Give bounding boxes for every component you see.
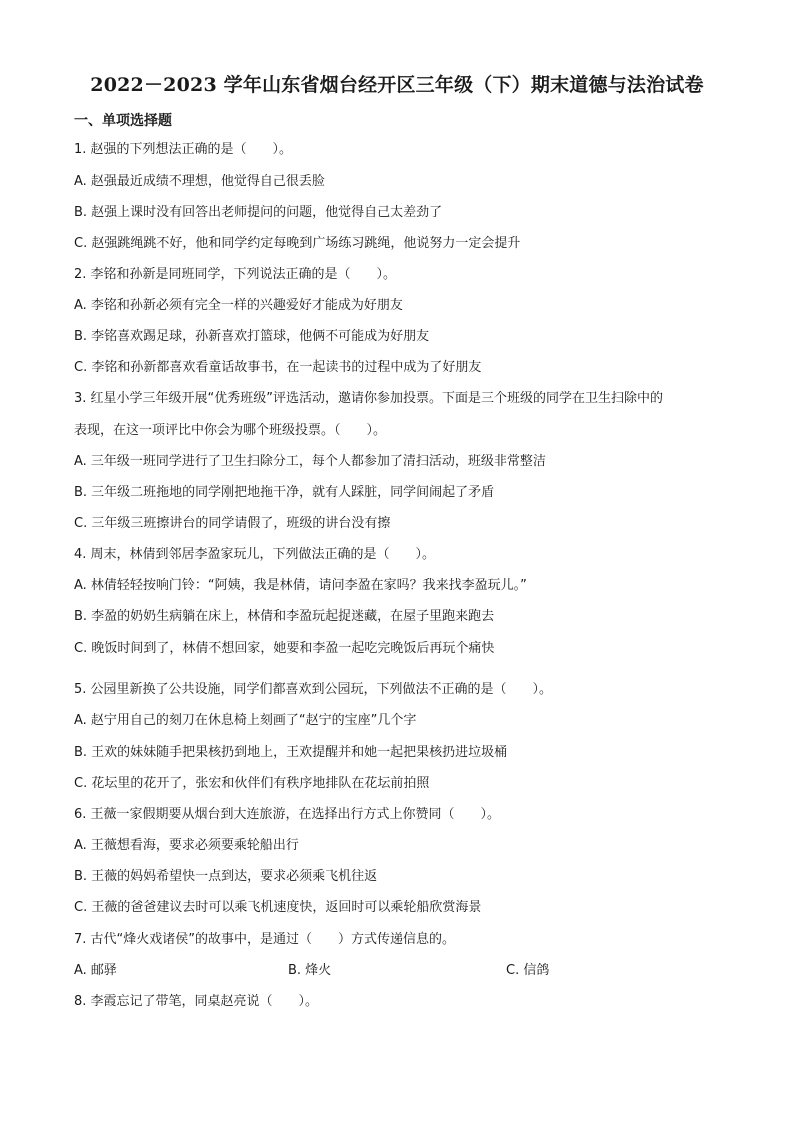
question-2-option-b: B. 李铭喜欢踢足球，孙新喜欢打篮球，他俩不可能成为好朋友	[74, 329, 430, 344]
question-3-stem-line-2: 表现，在这一项评比中你会为哪个班级投票。（ ）。	[74, 423, 387, 438]
question-3-option-c: C. 三年级三班擦讲台的同学请假了，班级的讲台没有擦	[74, 516, 391, 531]
question-6-option-c: C. 王薇的爸爸建议去时可以乘飞机速度快，返回时可以乘轮船欣赏海景	[74, 900, 482, 915]
question-6-option-a: A. 王薇想看海，要求必须要乘轮船出行	[74, 838, 299, 853]
question-6-stem: 6. 王薇一家假期要从烟台到大连旅游，在选择出行方式上你赞同（ ）。	[74, 807, 501, 822]
question-5-option-a: A. 赵宁用自己的刻刀在休息椅上刻画了“赵宁的宝座”几个字	[74, 713, 417, 728]
question-2-stem: 2. 李铭和孙新是同班同学，下列说法正确的是（ ）。	[74, 267, 397, 282]
question-3-option-b: B. 三年级二班拖地的同学刚把地拖干净，就有人踩脏，同学间闹起了矛盾	[74, 485, 495, 500]
question-2-option-c: C. 李铭和孙新都喜欢看童话故事书，在一起读书的过程中成为了好朋友	[74, 360, 482, 375]
question-3-option-a: A. 三年级一班同学进行了卫生扫除分工，每个人都参加了清扫活动，班级非常整洁	[74, 454, 546, 469]
question-8-stem: 8. 李霞忘记了带笔，同桌赵亮说（ ）。	[74, 994, 319, 1009]
question-6-option-b: B. 王薇的妈妈希望快一点到达，要求必须乘飞机往返	[74, 869, 378, 884]
question-7-option-c: C. 信鸽	[506, 963, 550, 978]
question-2-option-a: A. 李铭和孙新必须有完全一样的兴趣爱好才能成为好朋友	[74, 298, 403, 313]
question-1-option-b: B. 赵强上课时没有回答出老师提问的问题，他觉得自己太差劲了	[74, 205, 443, 220]
question-4-stem: 4. 周末，林倩到邻居李盈家玩儿，下列做法正确的是（ ）。	[74, 547, 436, 562]
question-1-option-c: C. 赵强跳绳跳不好，他和同学约定每晚到广场练习跳绳，他说努力一定会提升	[74, 236, 521, 251]
question-3-stem-line-1: 3. 红星小学三年级开展“优秀班级”评选活动，邀请你参加投票。下面是三个班级的同学在卫生扫除中的	[74, 391, 664, 406]
question-4-option-a: A. 林倩轻轻按响门铃：“阿姨，我是林倩，请问李盈在家吗？我来找李盈玩儿。”	[74, 578, 527, 593]
question-1-option-a: A. 赵强最近成绩不理想，他觉得自己很丢脸	[74, 174, 325, 189]
question-5-option-c: C. 花坛里的花开了，张宏和伙伴们有秩序地排队在花坛前拍照	[74, 776, 430, 791]
question-4-option-c: C. 晚饭时间到了，林倩不想回家，她要和李盈一起吃完晚饭后再玩个痛快	[74, 641, 495, 656]
question-5-option-b: B. 王欢的妹妹随手把果核扔到地上，王欢提醒并和她一起把果核扔进垃圾桶	[74, 745, 508, 760]
exam-title: 2022－2023 学年山东省烟台经开区三年级（下）期末道德与法治试卷	[90, 74, 704, 96]
question-1-stem: 1. 赵强的下列想法正确的是（ ）。	[74, 142, 293, 157]
question-5-stem: 5. 公园里新换了公共设施，同学们都喜欢到公园玩，下列做法不正确的是（ ）。	[74, 682, 553, 697]
section-heading: 一、单项选择题	[74, 113, 172, 129]
question-7-stem: 7. 古代“烽火戏诸侯”的故事中，是通过（ ）方式传递信息的。	[74, 932, 456, 947]
question-7-option-b: B. 烽火	[288, 963, 332, 978]
question-7-option-a: A. 邮驿	[74, 963, 117, 978]
question-4-option-b: B. 李盈的奶奶生病躺在床上，林倩和李盈玩起捉迷藏，在屋子里跑来跑去	[74, 609, 495, 624]
